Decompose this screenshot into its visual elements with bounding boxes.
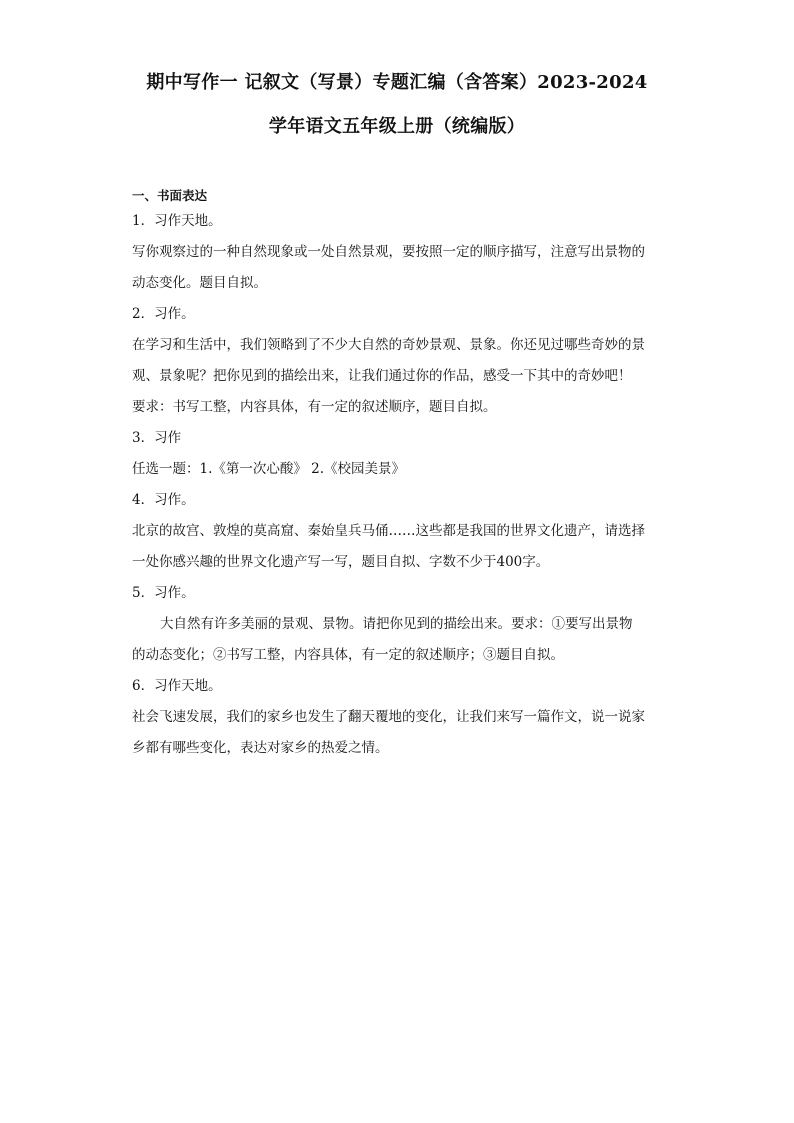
- question-5-text: 的动态变化；②书写工整，内容具体，有一定的叙述顺序；③题目自拟。: [132, 647, 564, 663]
- question-1-text: 动态变化。题目自拟。: [132, 275, 267, 291]
- question-6-heading: 6．习作天地。: [132, 678, 222, 694]
- question-4-text: 北京的故宫、敦煌的莫高窟、秦始皇兵马俑……这些都是我国的世界文化遗产，请选择: [132, 523, 645, 539]
- document-title-line-2: 学年语文五年级上册（统编版）: [268, 116, 526, 137]
- document-body: [132, 206, 662, 764]
- question-4-text: 一处你感兴趣的世界文化遗产写一写，题目自拟、字数不少于400字。: [132, 554, 550, 570]
- question-4-heading: 4．习作。: [132, 492, 195, 508]
- question-5-heading: 5．习作。: [132, 585, 195, 601]
- question-6-text: 社会飞速发展，我们的家乡也发生了翻天覆地的变化，让我们来写一篇作文，说一说家: [132, 709, 645, 725]
- question-6-text: 乡都有哪些变化，表达对家乡的热爱之情。: [132, 740, 389, 756]
- question-1-text: 写你观察过的一种自然现象或一处自然景观，要按照一定的顺序描写，注意写出景物的: [132, 244, 645, 260]
- question-5-text: 大自然有许多美丽的景观、景物。请把你见到的描绘出来。要求：①要写出景物: [160, 616, 633, 632]
- section-heading: 一、书面表达: [132, 188, 208, 203]
- question-2-requirements: 要求：书写工整，内容具体，有一定的叙述顺序，题目自拟。: [132, 399, 497, 415]
- document-title-line-1: 期中写作一 记叙文（写景）专题汇编（含答案）2023-2024: [146, 72, 648, 93]
- question-2-text: 在学习和生活中，我们领略到了不少大自然的奇妙景观、景象。你还见过哪些奇妙的景: [132, 337, 645, 353]
- question-3-heading: 3．习作: [132, 430, 182, 446]
- question-3-options: 任选一题：1.《第一次心酸》 2.《校园美景》: [132, 461, 406, 477]
- question-2-text: 观、景象呢？把你见到的描绘出来，让我们通过你的作品，感受一下其中的奇妙吧！: [132, 368, 632, 384]
- question-2-heading: 2．习作。: [132, 306, 195, 322]
- question-1-heading: 1．习作天地。: [132, 213, 222, 229]
